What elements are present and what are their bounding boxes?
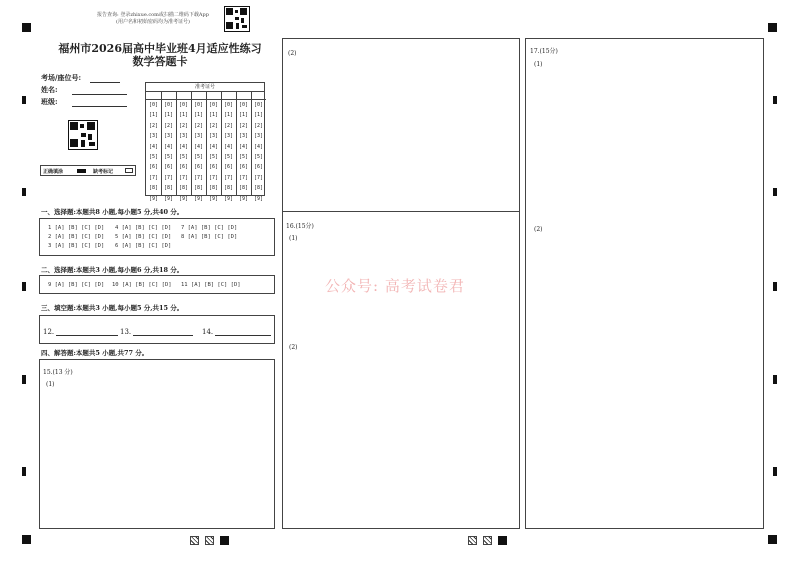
q16-part2-label: (2) [289, 344, 298, 351]
exam-id-digit[interactable]: [5] [148, 154, 159, 160]
q16-answer-box[interactable] [282, 211, 520, 529]
fill-legend [40, 165, 136, 176]
exam-id-digit[interactable]: [9] [238, 195, 249, 202]
watermark: 公众号: 高考试卷君 [325, 277, 465, 295]
timing-mark [22, 375, 26, 384]
exam-id-column[interactable] [191, 91, 207, 202]
exam-id-digit[interactable]: [8] [163, 185, 174, 192]
exam-id-column[interactable] [206, 91, 222, 202]
exam-id-digit[interactable]: [8] [223, 185, 234, 192]
exam-id-digit[interactable]: [4] [163, 143, 174, 150]
exam-id-digit[interactable]: [8] [253, 185, 264, 192]
exam-id-digit[interactable]: [6] [178, 164, 189, 171]
exam-id-entry-cell[interactable] [206, 91, 221, 100]
section3-answer-box [39, 315, 275, 344]
room-seat-field[interactable] [41, 73, 120, 83]
section1-title: 一、选择题:本题共8 小题,每小题5 分,共40 分。 [41, 208, 184, 216]
exam-id-digit[interactable]: [3] [178, 133, 189, 140]
fill-blank-14-label: 14. [202, 328, 214, 336]
exam-id-digit[interactable]: [1] [238, 112, 249, 119]
mc-question-1[interactable]: 1 [A] [B] [C] [D] [48, 225, 105, 231]
exam-id-digit[interactable]: [2] [163, 122, 174, 129]
exam-id-digit[interactable]: [9] [208, 195, 219, 202]
mc-question-9[interactable]: 9 [A] [B] [C] [D] [48, 282, 105, 288]
exam-id-digit[interactable]: [3] [148, 133, 159, 140]
fill-blank-12-label: 12. [43, 328, 55, 336]
exam-id-header: 准考证号 [146, 83, 264, 92]
exam-id-digit[interactable]: [9] [148, 195, 159, 202]
exam-id-digit[interactable]: [0] [178, 102, 189, 108]
exam-id-digit[interactable]: [1] [148, 112, 159, 119]
exam-id-digit[interactable]: [7] [208, 174, 219, 181]
exam-id-digit[interactable]: [2] [238, 122, 249, 129]
name-label: 姓名: [41, 85, 58, 94]
timing-mark [773, 188, 777, 196]
exam-id-digit[interactable]: [2] [178, 122, 189, 129]
q17-part2-label: (2) [534, 226, 543, 233]
fill-blank-13[interactable] [120, 327, 193, 336]
q17-label: 17.(15分) [530, 48, 558, 55]
exam-id-digit[interactable]: [8] [208, 185, 219, 192]
exam-id-digit[interactable]: [8] [238, 185, 249, 192]
exam-id-digit[interactable]: [7] [238, 174, 249, 181]
exam-id-digit[interactable]: [8] [148, 185, 159, 192]
report-notice-line1: 报告查询: 登录zhixue.com或扫描二维码下载App [97, 12, 209, 18]
exam-id-digit[interactable]: [7] [193, 174, 204, 181]
section2-title: 二、选择题:本题共3 小题,每小题6 分,共18 分。 [41, 266, 184, 274]
mc-question-4[interactable]: 4 [A] [B] [C] [D] [115, 225, 172, 231]
exam-id-column[interactable] [161, 91, 177, 202]
timing-mark [773, 282, 777, 291]
q17-answer-box[interactable] [525, 38, 764, 529]
section1-answer-box [39, 218, 275, 256]
correct-fill-sample [77, 169, 86, 173]
exam-id-digit[interactable]: [8] [193, 185, 204, 192]
correct-fill-label: 正确填涂 [43, 169, 64, 175]
exam-id-entry-cell[interactable] [191, 91, 206, 100]
exam-id-digit[interactable]: [0] [148, 102, 159, 108]
exam-id-grid[interactable] [145, 82, 265, 202]
corner-mark-top-right [768, 23, 777, 32]
absent-mark-box[interactable] [125, 168, 133, 173]
exam-id-digit[interactable]: [5] [193, 154, 204, 160]
student-qr-code [68, 120, 98, 150]
exam-id-digit[interactable]: [6] [208, 164, 219, 171]
exam-id-digit[interactable]: [0] [223, 102, 234, 108]
exam-id-digit[interactable]: [0] [238, 102, 249, 108]
exam-id-digit[interactable]: [4] [193, 143, 204, 150]
exam-id-digit[interactable]: [2] [193, 122, 204, 129]
section3-title: 三、填空题:本题共3 小题,每小题5 分,共15 分。 [41, 304, 184, 312]
exam-id-digit[interactable]: [3] [238, 133, 249, 140]
download-qr-code[interactable] [224, 6, 250, 32]
exam-id-digit[interactable]: [4] [253, 143, 264, 150]
corner-mark-bottom-right [768, 535, 777, 544]
timing-mark [22, 467, 26, 476]
exam-id-digit[interactable]: [0] [193, 102, 204, 108]
class-field[interactable] [41, 97, 127, 107]
exam-id-digit[interactable]: [3] [163, 133, 174, 140]
page-mark-solid [220, 536, 229, 545]
fill-blank-14[interactable] [202, 327, 271, 336]
exam-id-digit[interactable]: [2] [253, 122, 264, 129]
exam-id-digit[interactable]: [1] [223, 112, 234, 119]
exam-id-digit[interactable]: [5] [208, 154, 219, 160]
page-mark-hatched [205, 536, 214, 545]
timing-mark [773, 467, 777, 476]
mc-question-5[interactable]: 5 [A] [B] [C] [D] [115, 234, 172, 240]
exam-id-entry-cell[interactable] [221, 91, 236, 100]
exam-id-digit[interactable]: [9] [253, 195, 264, 202]
exam-id-digit[interactable]: [0] [163, 102, 174, 108]
corner-mark-bottom-left [22, 535, 31, 544]
exam-id-entry-cell[interactable] [176, 91, 191, 100]
absent-mark-label: 缺考标记 [93, 169, 114, 175]
q15-part1-label: (1) [46, 381, 55, 388]
timing-mark [773, 375, 777, 384]
fill-blank-12[interactable] [43, 327, 118, 336]
section2-answer-box [39, 275, 275, 294]
exam-id-digit[interactable]: [9] [178, 195, 189, 202]
timing-mark [773, 96, 777, 104]
exam-id-column[interactable] [221, 91, 237, 202]
exam-id-digit[interactable]: [9] [223, 195, 234, 202]
section4-title: 四、解答题:本题共5 小题,共77 分。 [41, 349, 149, 357]
mc-question-7[interactable]: 7 [A] [B] [C] [D] [181, 225, 238, 231]
exam-id-digit[interactable]: [6] [148, 164, 159, 171]
exam-id-digit[interactable]: [3] [223, 133, 234, 140]
exam-id-digit[interactable]: [5] [223, 154, 234, 160]
exam-id-digit[interactable]: [1] [193, 112, 204, 119]
class-label: 班级: [41, 97, 58, 106]
exam-id-column[interactable] [236, 91, 252, 202]
exam-id-digit[interactable]: [6] [193, 164, 204, 171]
timing-mark [22, 96, 26, 104]
exam-id-digit[interactable]: [4] [178, 143, 189, 150]
mc-question-3[interactable]: 3 [A] [B] [C] [D] [48, 243, 105, 249]
exam-id-digit[interactable]: [7] [163, 174, 174, 181]
exam-id-digit[interactable]: [6] [223, 164, 234, 171]
timing-mark [22, 282, 26, 291]
exam-id-digit[interactable]: [4] [148, 143, 159, 150]
exam-id-column[interactable] [146, 91, 162, 202]
page-mark-hatched [468, 536, 477, 545]
exam-id-digit[interactable]: [6] [163, 164, 174, 171]
page-mark-hatched [483, 536, 492, 545]
q16-label: 16.(15分) [286, 223, 314, 230]
exam-subtitle: 数学答题卡 [132, 55, 188, 68]
name-field[interactable] [41, 85, 127, 95]
exam-id-digit[interactable]: [9] [193, 195, 204, 202]
q15-continued-box[interactable] [282, 38, 520, 212]
report-notice-line2: (用户名和初始密码均为准考证号) [116, 19, 190, 25]
q15-answer-box[interactable] [39, 359, 275, 529]
mc-question-10[interactable]: 10 [A] [B] [C] [D] [112, 282, 172, 288]
exam-id-entry-cell[interactable] [236, 91, 251, 100]
exam-id-digit[interactable]: [6] [253, 164, 264, 171]
exam-id-digit[interactable]: [1] [253, 112, 264, 119]
exam-id-digit[interactable]: [8] [178, 185, 189, 192]
exam-id-digit[interactable]: [5] [178, 154, 189, 160]
exam-id-entry-cell[interactable] [161, 91, 176, 100]
exam-id-entry-cell[interactable] [146, 91, 161, 100]
exam-id-digit[interactable]: [4] [223, 143, 234, 150]
exam-id-digit[interactable]: [1] [178, 112, 189, 119]
exam-id-digit[interactable]: [0] [208, 102, 219, 108]
mc-question-2[interactable]: 2 [A] [B] [C] [D] [48, 234, 105, 240]
exam-id-digit[interactable]: [7] [178, 174, 189, 181]
exam-id-digit[interactable]: [4] [238, 143, 249, 150]
fill-blank-13-label: 13. [120, 328, 132, 336]
q15-label: 15.(13 分) [43, 369, 73, 376]
mc-question-8[interactable]: 8 [A] [B] [C] [D] [181, 234, 238, 240]
room-seat-label: 考场/座位号: [41, 73, 82, 82]
exam-id-digit[interactable]: [7] [148, 174, 159, 181]
exam-id-entry-cell[interactable] [251, 91, 266, 100]
exam-id-digit[interactable]: [5] [238, 154, 249, 160]
exam-id-digit[interactable]: [5] [253, 154, 264, 160]
exam-id-digit[interactable]: [4] [208, 143, 219, 150]
exam-id-column[interactable] [176, 91, 192, 202]
exam-id-column[interactable] [251, 91, 266, 202]
exam-id-digit[interactable]: [6] [238, 164, 249, 171]
q16-part1-label: (1) [289, 235, 298, 242]
mc-question-6[interactable]: 6 [A] [B] [C] [D] [115, 243, 172, 249]
exam-id-digit[interactable]: [0] [253, 102, 264, 108]
exam-id-digit[interactable]: [2] [208, 122, 219, 129]
exam-id-digit[interactable]: [2] [223, 122, 234, 129]
exam-id-digit[interactable]: [3] [193, 133, 204, 140]
exam-id-digit[interactable]: [3] [253, 133, 264, 140]
timing-mark [22, 188, 26, 196]
page-mark-solid [498, 536, 507, 545]
exam-title: 福州市2026届高中毕业班4月适应性练习 [58, 42, 262, 55]
exam-id-digit[interactable]: [9] [163, 195, 174, 202]
exam-id-digit[interactable]: [1] [163, 112, 174, 119]
q15-part2-label: (2) [288, 50, 297, 57]
exam-id-digit[interactable]: [7] [253, 174, 264, 181]
exam-id-digit[interactable]: [1] [208, 112, 219, 119]
exam-id-digit[interactable]: [5] [163, 154, 174, 160]
q17-part1-label: (1) [534, 61, 543, 68]
mc-question-11[interactable]: 11 [A] [B] [C] [D] [181, 282, 241, 288]
exam-id-digit[interactable]: [2] [148, 122, 159, 129]
page-mark-hatched [190, 536, 199, 545]
corner-mark-top-left [22, 23, 31, 32]
exam-id-digit[interactable]: [3] [208, 133, 219, 140]
exam-id-digit[interactable]: [7] [223, 174, 234, 181]
